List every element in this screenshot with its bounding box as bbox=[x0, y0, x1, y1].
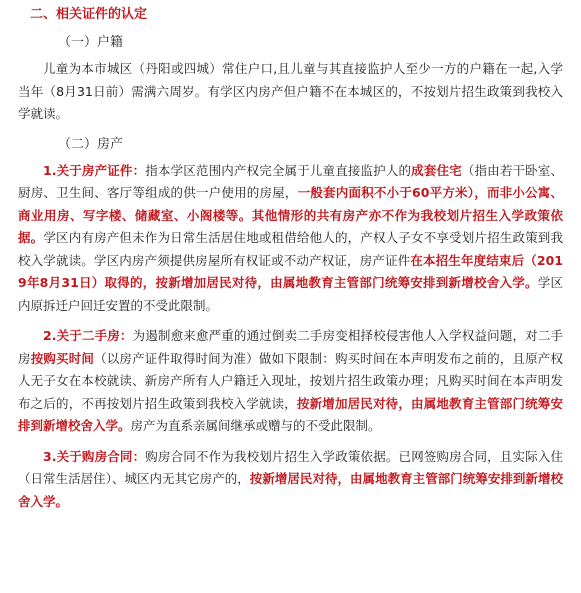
subsection-title-household: （一）户籍 bbox=[58, 35, 124, 50]
text-segment: 学区内有房产但未作为日常生活居住地或租借给他人的，产权人子女不享受划片招生政策到我校入学就读。学区内房产须提供房屋所有权证或不动产权证，房产证件 bbox=[18, 230, 563, 268]
paragraph-purchase-contract bbox=[18, 446, 563, 514]
text-segment: （指由若干卧室、厨房、卫生间、客厅等组成的供一户使用的房屋， bbox=[18, 162, 563, 200]
text-segment: 房产为直系亲属间继承或赠与的不受此限制。 bbox=[130, 418, 381, 433]
text-segment: 为遏制愈来愈严重的通过倒卖二手房变相择校侵害他人入学权益问题，对二手房 bbox=[18, 328, 563, 366]
item-lead-second-hand-house: 2.关于二手房： bbox=[43, 328, 133, 343]
text-segment: 学区内原拆迁户回迁安置的不受此限制。 bbox=[18, 275, 563, 313]
highlight-new-resident-rule: 按新增加居民对待，由属地教育主管部门统筹安排到新增校舍入学。 bbox=[18, 395, 563, 433]
text-segment: 购房合同不作为我校划片招生入学政策依据。已网签购房合同，且实际入住（日常生活居住）、城区内无其它房产的， bbox=[18, 448, 563, 486]
highlight-deadline-rule: 在本招生年度结束后（2019年8月31日）取得的，按新增加居民对待，由属地教育主管部门统筹安排到新增校舍入学。 bbox=[18, 252, 563, 290]
text-segment: 指本学区范围内产权完全属于儿童直接监护人的 bbox=[145, 162, 412, 178]
item-lead-property-certificate: 1.关于房产证件： bbox=[43, 162, 146, 178]
highlight-complete-residence: 成套住宅 bbox=[411, 162, 462, 178]
paragraph-property-certificate bbox=[18, 160, 563, 318]
section-heading: 二、相关证件的认定 bbox=[30, 7, 148, 22]
paragraph-household: 儿童为本市城区（丹阳或四城）常住户口,且儿童与其直接监护人至少一方的户籍在一起,入学当年（8月31日前）需满六周岁。有学区内房产但户籍不在本城区的，不按划片招生政策到我校入学就读。 bbox=[18, 61, 563, 121]
highlight-purchase-time: 按购买时间 bbox=[30, 350, 95, 366]
item-lead-purchase-contract: 3.关于购房合同： bbox=[43, 448, 146, 464]
text-segment: （以房产证件取得时间为准）做如下限制：购买时间在本声明发布之前的，且原产权人无子女在本校就读、新房产所有人户籍迁入现址，按划片招生政策办理；凡购买时间在本声明发布之后的，不再按划片招生政策到我校入学就读， bbox=[18, 350, 563, 411]
highlight-new-resident-rule: 按新增居民对待，由属地教育主管部门统筹安排到新增校舍入学。 bbox=[18, 471, 563, 509]
paragraph-second-hand-house bbox=[18, 325, 563, 438]
subsection-title-property: （二）房产 bbox=[58, 136, 124, 152]
highlight-area-requirement: 一般套内面积不小于60平方米），而非小公寓、商业用房、写字楼、储藏室、小阁楼等。其他情形的共有房产亦不作为我校划片招生入学政策依据。 bbox=[18, 185, 563, 245]
